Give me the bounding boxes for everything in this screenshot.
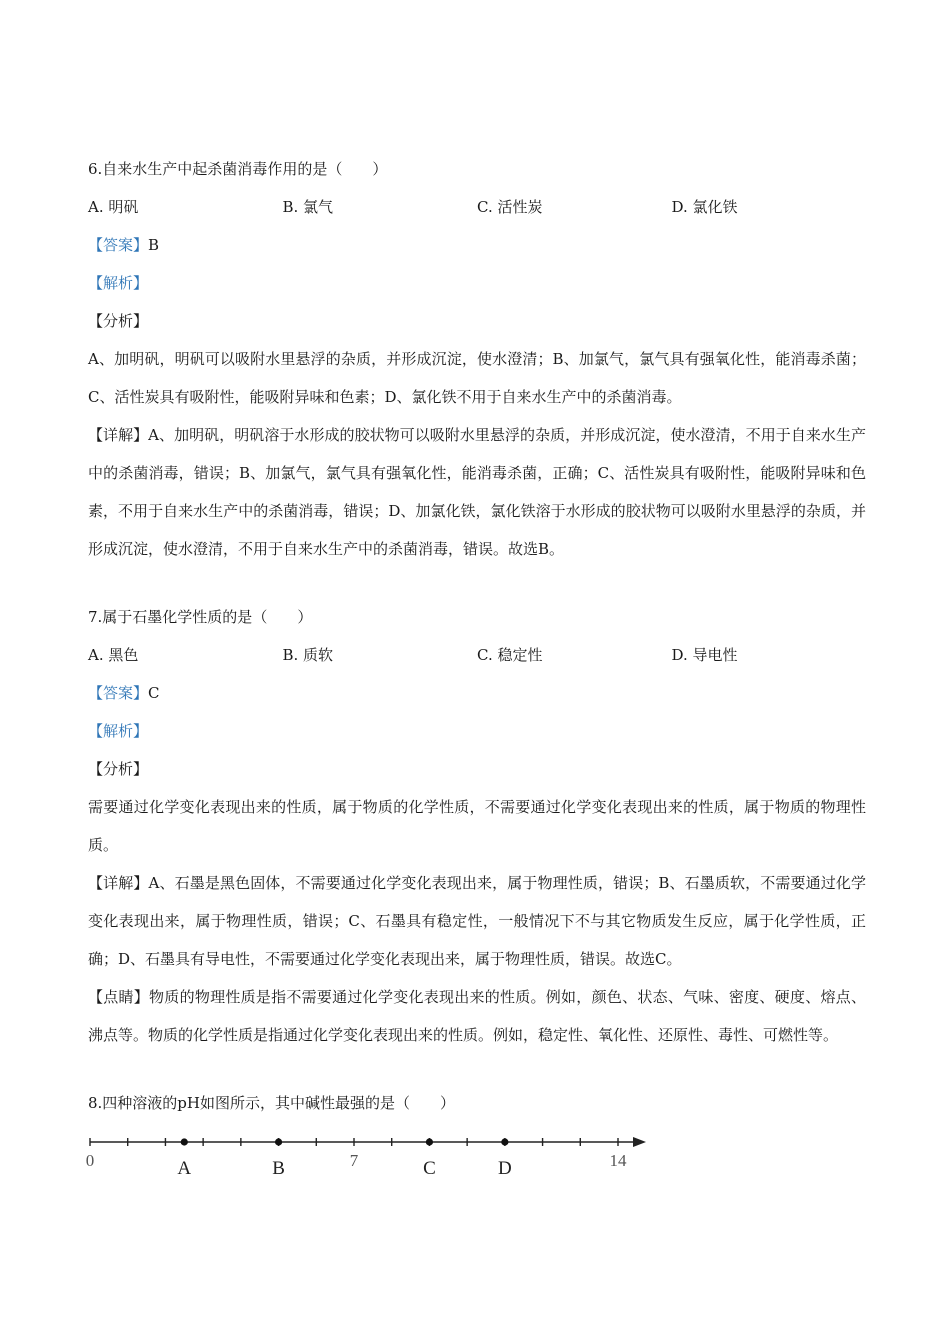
tick-label: 7 [349, 1151, 359, 1170]
fenxi-tag: 【分析】 [88, 312, 149, 330]
answer-value: B [148, 236, 160, 254]
dianjing-paragraph [88, 978, 866, 1054]
question-8 [85, 1084, 866, 1188]
option-c: C. 活性炭 [477, 198, 543, 216]
answer-tag: 【答案】 [88, 684, 149, 702]
jiexi-tag: 【解析】 [88, 274, 149, 292]
question-title: 6.自来水生产中起杀菌消毒作用的是（ ） [88, 160, 388, 178]
fenxi-text: 需要通过化学变化表现出来的性质，属于物质的化学性质，不需要通过化学变化表现出来的性质，属于物质的物理性质。 [88, 798, 866, 854]
document-page [85, 150, 866, 1188]
option-a: A. 黑色 [88, 646, 139, 664]
xiangjie-paragraph [88, 864, 866, 978]
tick-label: 0 [85, 1151, 95, 1170]
question-6 [88, 150, 866, 568]
tick-label: 14 [609, 1151, 627, 1170]
option-d: D. 氯化铁 [671, 198, 738, 216]
ph-number-line [85, 1128, 688, 1188]
question-title: 8.四种溶液的pH如图所示，其中碱性最强的是（ ） [88, 1094, 455, 1112]
dianjing-tag: 【点睛】 [88, 988, 150, 1006]
xiangjie-tag: 【详解】 [88, 426, 149, 444]
fenxi-tag: 【分析】 [88, 760, 149, 778]
options-row [88, 188, 866, 226]
axis-arrow [633, 1137, 646, 1147]
question-7 [88, 598, 866, 1054]
jiexi-tag: 【解析】 [88, 722, 149, 740]
point-label: B [272, 1158, 285, 1179]
ph-point [181, 1138, 188, 1145]
ph-point [501, 1138, 508, 1145]
option-b: B. 氯气 [282, 198, 334, 216]
answer-value: C [148, 684, 160, 702]
xiangjie-text: A、石墨是黑色固体，不需要通过化学变化表现出来，属于物理性质，错误；B、石墨质软，不需要通过化学变化表现出来，属于物理性质，错误；C、石墨具有稳定性，一般情况下不与其它物质发生反应，属于化学性质，正确；D、石墨具有导电性，不需要通过化学变化表现出来，属于物理性质，错误。故选C。 [88, 874, 866, 968]
point-label: C [423, 1158, 436, 1179]
point-label: A [177, 1158, 192, 1179]
fenxi-text: A、加明矾，明矾可以吸附水里悬浮的杂质，并形成沉淀，使水澄清；B、加氯气，氯气具有强氧化性，能消毒杀菌；C、活性炭具有吸附性，能吸附异味和色素；D、氯化铁不用于自来水生产中的杀菌消毒。 [88, 350, 866, 406]
option-a: A. 明矾 [88, 198, 139, 216]
answer-line [88, 674, 866, 712]
ph-point [275, 1138, 282, 1145]
xiangjie-text: A、加明矾，明矾溶于水形成的胶状物可以吸附水里悬浮的杂质，并形成沉淀，使水澄清，不用于自来水生产中的杀菌消毒，错误；B、加氯气，氯气具有强氧化性，能消毒杀菌，正确；C、活性炭具有吸附性，能吸附异味和色素，不用于自来水生产中的杀菌消毒，错误；D、加氯化铁，氯化铁溶于水形成的胶状物可以吸附水里悬浮的杂质，并形成沉淀，使水澄清，不用于自来水生产中的杀菌消毒，错误。故选B。 [88, 426, 866, 558]
question-title: 7.属于石墨化学性质的是（ ） [88, 608, 313, 626]
option-b: B. 质软 [282, 646, 334, 664]
point-label: D [497, 1158, 512, 1179]
answer-tag: 【答案】 [88, 236, 149, 254]
ph-number-line-svg [85, 1128, 688, 1188]
xiangjie-tag: 【详解】 [88, 874, 149, 892]
options-row [88, 636, 866, 674]
xiangjie-paragraph [88, 416, 866, 568]
answer-line [88, 226, 866, 264]
dianjing-text: 物质的物理性质是指不需要通过化学变化表现出来的性质。例如，颜色、状态、气味、密度、硬度、熔点、沸点等。物质的化学性质是指通过化学变化表现出来的性质。例如，稳定性、氧化性、还原性、毒性、可燃性等。 [88, 988, 866, 1044]
option-c: C. 稳定性 [477, 646, 543, 664]
option-d: D. 导电性 [671, 646, 738, 664]
ph-point [426, 1138, 433, 1145]
